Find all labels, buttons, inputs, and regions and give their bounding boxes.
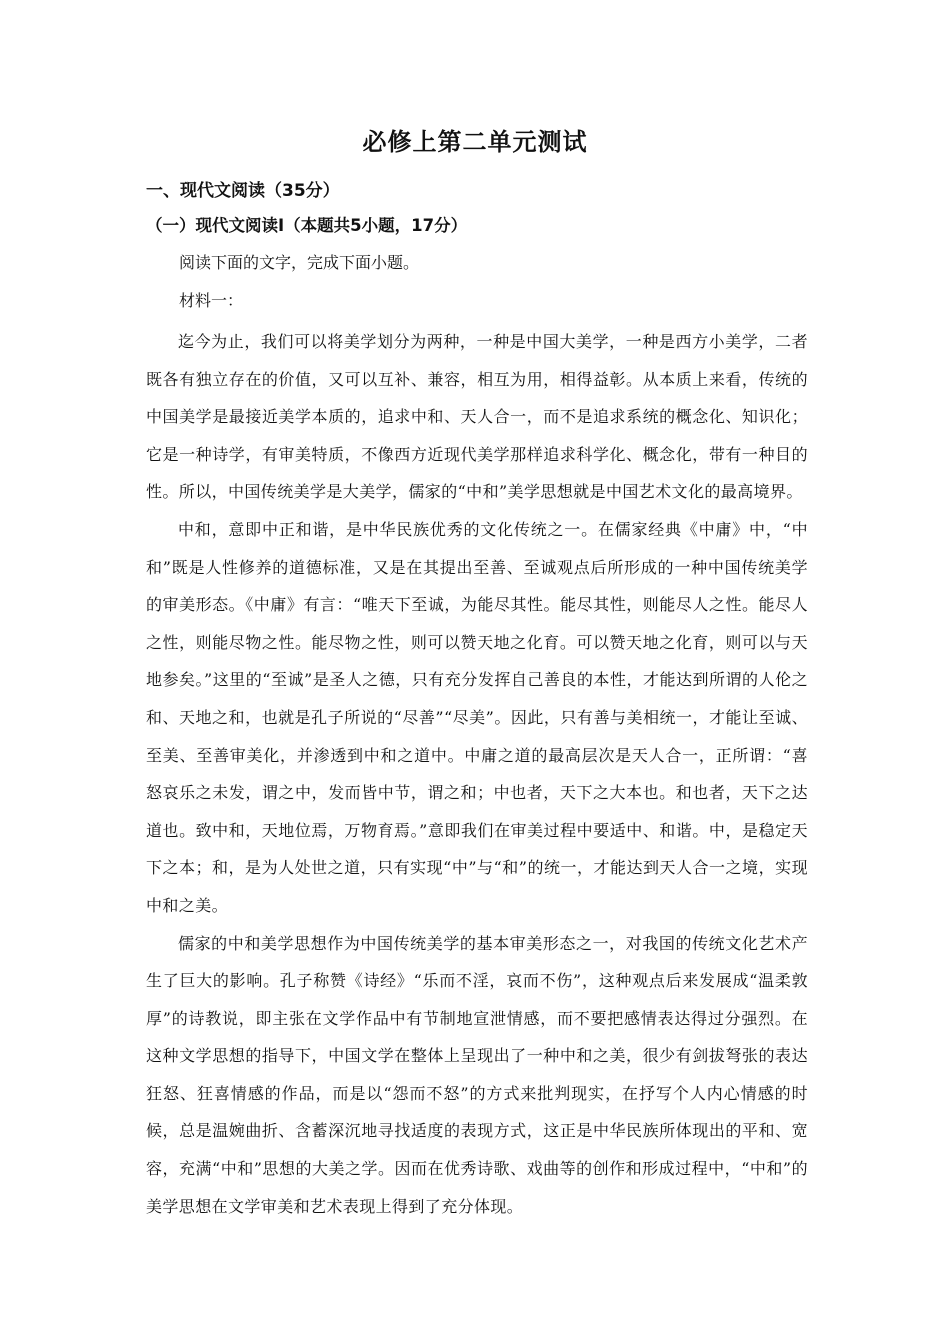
material-label: 材料一： bbox=[179, 291, 244, 310]
paragraph-2: 中和，意即中正和谐，是中华民族优秀的文化传统之一。在儒家经典《中庸》中，“中和”既是人性修养的道德标准，又是在其提出至善、至诚观点后所形成的一种中国传统美学的审美形态。《中庸》有言：“唯天下至诚，为能尽其性。能尽其性，则能尽人之性。能尽人之性，则能尽物之性。能尽物之性，则可以赞天地之化育。可以赞天地之化育，则可以与天地参矣。”这里的“至诚”是圣人之德，只有充分发挥自己善良的本性，才能达到所谓的人伦之和、天地之和，也就是孔子所说的“尽善”“尽美”。因此，只有善与美相统一，才能让至诚、至美、至善审美化，并渗透到中和之道中。中庸之道的最高层次是天人合一，正所谓：“喜怒哀乐之未发，谓之中，发而皆中节，谓之和；中也者，天下之大本也。和也者，天下之达道也。致中和，天地位焉，万物育焉。”意即我们在审美过程中要适中、和谐。中，是稳定天下之本；和，是为人处世之道，只有实现“中”与“和”的统一，才能达到天人合一之境，实现中和之美。 bbox=[146, 519, 808, 915]
paragraph-1: 迄今为止，我们可以将美学划分为两种，一种是中国大美学，一种是西方小美学，二者既各有独立存在的价值，又可以互补、兼容，相互为用，相得益彰。从本质上来看，传统的中国美学是最接近美学本质的，追求中和、天人合一，而不是追求系统的概念化、知识化；它是一种诗学，有审美特质，不像西方近现代美学那样追求科学化、概念化，带有一种目的性。所以，中国传统美学是大美学，儒家的“中和”美学思想就是中国艺术文化的最高境界。 bbox=[146, 332, 808, 502]
section-heading: 一、现代文阅读（35分） bbox=[146, 181, 340, 201]
reading-instruction: 阅读下面的文字，完成下面小题。 bbox=[179, 253, 420, 272]
paragraph-3: 儒家的中和美学思想作为中国传统美学的基本审美形态之一，对我国的传统文化艺术产生了巨大的影响。孔子称赞《诗经》“乐而不淫，哀而不伤”，这种观点后来发展成“温柔敦厚”的诗教说，即主张在文学作品中有节制地宣泄情感，而不要把感情表达得过分强烈。在这种文学思想的指导下，中国文学在整体上呈现出了一种中和之美，很少有剑拔弩张的表达狂怒、狂喜情感的作品，而是以“怨而不怒”的方式来批判现实，在抒写个人内心情感的时候，总是温婉曲折、含蓄深沉地寻找适度的表现方式，这正是中华民族所体现出的平和、宽容，充满“中和”思想的大美之学。因而在优秀诗歌、戏曲等的创作和形成过程中，“中和”的美学思想在文学审美和艺术表现上得到了充分体现。 bbox=[146, 933, 808, 1216]
subsection-heading: （一）现代文阅读Ⅰ（本题共5小题，17分） bbox=[146, 216, 468, 235]
page-title: 必修上第二单元测试 bbox=[362, 128, 588, 156]
material-body bbox=[146, 323, 808, 1225]
